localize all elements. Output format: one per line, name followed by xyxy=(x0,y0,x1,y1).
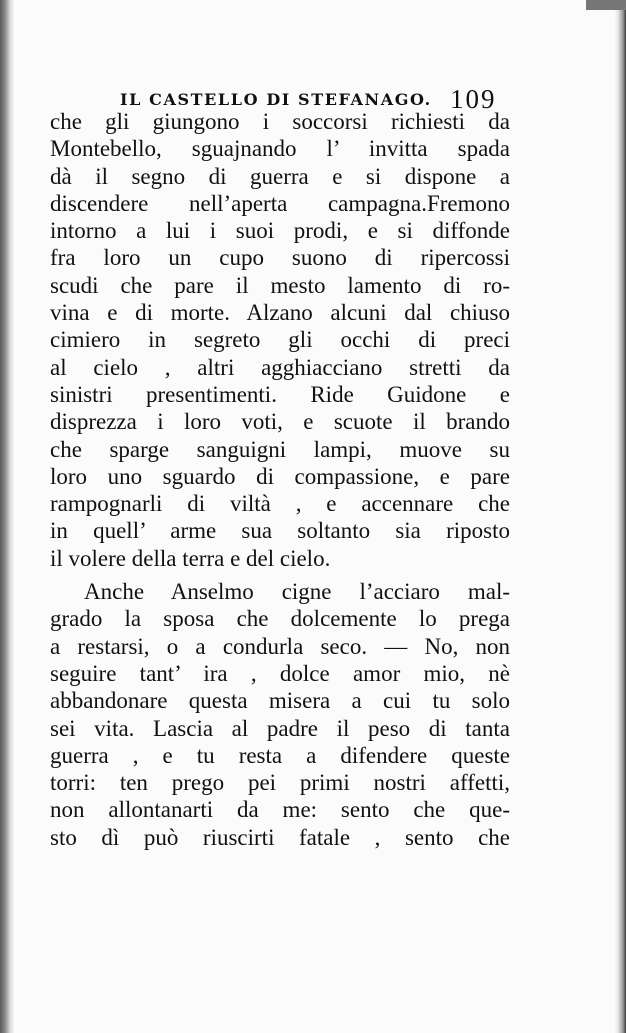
text-line: sto dì può riuscirti fatale , sento che xyxy=(50,824,510,850)
text-line: torri: ten prego pei primi nostri affetti, xyxy=(50,770,510,796)
text-line: cimiero in segreto gli occhi di preci xyxy=(50,327,510,353)
text-line: che sparge sanguigni lampi, muove su xyxy=(50,436,510,462)
text-line: disprezza i loro voti, e scuote il brando xyxy=(50,409,510,435)
page-corner-shadow xyxy=(586,0,626,10)
text-line: loro uno sguardo di compassione, e pare xyxy=(50,463,510,489)
text-line: vina e di morte. Alzano alcuni dal chiuso xyxy=(50,300,510,326)
page-number: 109 xyxy=(450,84,497,114)
text-line: il volere della terra e del cielo. xyxy=(50,545,331,571)
body-text xyxy=(50,108,510,851)
text-line: grado la sposa che dolcemente lo prega xyxy=(50,606,510,632)
text-line: non allontanarti da me: sento che que- xyxy=(50,797,510,823)
running-title: IL CASTELLO DI STEFANAGO. xyxy=(120,90,432,109)
text-line: abbandonare questa misera a cui tu solo xyxy=(50,688,510,714)
text-line: Montebello, sguajnando l’ invitta spada xyxy=(50,136,510,162)
text-line: dà il segno di guerra e si dispone a xyxy=(50,163,510,189)
text-line: a restarsi, o a condurla seco. — No, non xyxy=(50,633,510,659)
text-line: seguire tant’ ira , dolce amor mio, nè xyxy=(50,660,510,686)
text-line: Anche Anselmo cigne l’acciaro mal- xyxy=(84,579,510,605)
paragraph-2 xyxy=(50,578,510,851)
text-line: rampognarli di viltà , e accennare che xyxy=(50,491,510,517)
text-line: fra loro un cupo suono di ripercossi xyxy=(50,245,510,271)
text-line: sinistri presentimenti. Ride Guidone e xyxy=(50,381,510,407)
text-line: guerra , e tu resta a difendere queste xyxy=(50,742,510,768)
text-line: che gli giungono i soccorsi richiesti da xyxy=(50,109,510,134)
page-binding-edge xyxy=(0,0,14,1033)
paragraph-1 xyxy=(50,108,510,572)
text-line: in quell’ arme sua soltanto sia riposto xyxy=(50,518,510,544)
page-right-edge xyxy=(614,0,626,1033)
text-line: discendere nell’aperta campagna.Fremono xyxy=(50,190,510,216)
text-line: scudi che pare il mesto lamento di ro- xyxy=(50,272,510,298)
text-line: intorno a lui i suoi prodi, e si diffonde xyxy=(50,218,510,244)
text-line: al cielo , altri agghiacciano stretti da xyxy=(50,354,510,380)
text-line: sei vita. Lascia al padre il peso di tanta xyxy=(50,715,510,741)
